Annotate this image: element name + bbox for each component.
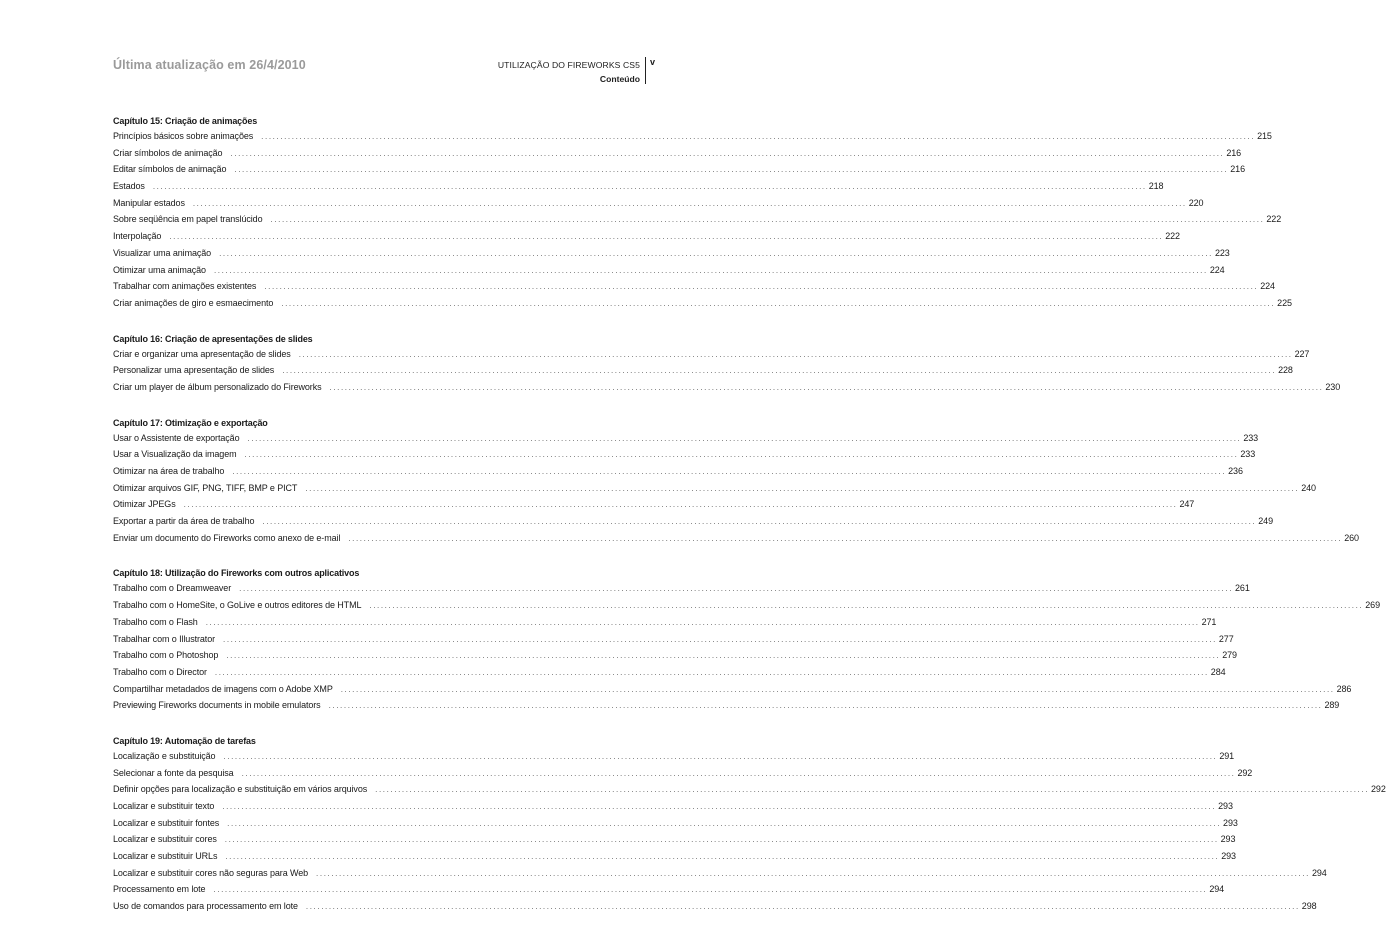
toc-entry-page[interactable]: 225: [1277, 297, 1292, 308]
toc-entry-page[interactable]: 284: [1210, 666, 1226, 677]
toc-entry[interactable]: [113, 178, 1164, 195]
chapter-title[interactable]: Capítulo 17: Otimização e exportação: [113, 417, 268, 428]
toc-entry-page[interactable]: 228: [1278, 365, 1293, 376]
toc-entry-title[interactable]: Trabalhar com animações existentes: [113, 281, 257, 292]
toc-entry[interactable]: [113, 881, 1225, 898]
toc-entry-title[interactable]: Previewing Fireworks documents in mobile emulators: [113, 700, 321, 711]
dot-leader: ....................................................................................................................................................................................................................................................................: [230, 148, 1225, 158]
toc-chapter: [113, 734, 1386, 915]
dot-leader: ....................................................................................................................................................................................................................................................................: [316, 868, 1310, 878]
dot-leader: ....................................................................................................................................................................................................................................................................: [222, 802, 1217, 811]
toc-entry-title[interactable]: Usar o Assistente de exportação: [113, 432, 240, 443]
toc-entry[interactable]: [113, 580, 1250, 597]
toc-entry[interactable]: [113, 664, 1226, 681]
chapter-title[interactable]: Capítulo 19: Automação de tarefas: [113, 735, 256, 746]
dot-leader: ....................................................................................................................................................................................................................................................................: [219, 248, 1213, 258]
toc-entry[interactable]: [113, 262, 1225, 279]
toc-entry-title[interactable]: Criar e organizar uma apresentação de slides: [113, 348, 291, 359]
toc-entry-page[interactable]: 293: [1221, 851, 1236, 862]
toc-entry-title[interactable]: Otimizar na área de trabalho: [113, 466, 225, 476]
toc-entry[interactable]: [113, 614, 1217, 631]
toc-entry-page[interactable]: 289: [1324, 700, 1340, 711]
toc-entry-page[interactable]: 224: [1260, 281, 1275, 292]
dot-leader: ....................................................................................................................................................................................................................................................................: [152, 182, 1147, 192]
toc-entry[interactable]: [113, 513, 1273, 530]
toc-entry-title[interactable]: Localizar e substituir fontes: [113, 817, 220, 828]
dot-leader: ....................................................................................................................................................................................................................................................................: [234, 165, 1229, 175]
dot-leader: ....................................................................................................................................................................................................................................................................: [214, 667, 1209, 677]
toc-entry-title[interactable]: Localizar e substituir URLs: [113, 851, 218, 862]
chapter-title[interactable]: Capítulo 15: Criação de animações: [113, 116, 258, 126]
toc-entry-page[interactable]: 279: [1222, 650, 1237, 661]
toc-entry-title[interactable]: Personalizar uma apresentação de slides: [113, 365, 275, 376]
dot-leader: ....................................................................................................................................................................................................................................................................: [281, 298, 1276, 308]
dot-leader: ....................................................................................................................................................................................................................................................................: [329, 382, 1324, 392]
toc-entry[interactable]: [113, 597, 1380, 614]
toc-entry-title[interactable]: Otimizar JPEGs: [113, 499, 176, 510]
toc-entry-title[interactable]: Definir opções para localização e substituição em vários arquivos: [113, 784, 368, 795]
dot-leader: ....................................................................................................................................................................................................................................................................: [270, 215, 1265, 225]
toc-entry-title[interactable]: Criar símbolos de animação: [113, 147, 223, 158]
dot-leader: ....................................................................................................................................................................................................................................................................: [232, 467, 1227, 476]
toc-entry-title[interactable]: Otimizar uma animação: [113, 264, 206, 275]
toc-entry[interactable]: [113, 848, 1236, 865]
toc-entry-page[interactable]: 233: [1240, 449, 1256, 460]
dot-leader: ....................................................................................................................................................................................................................................................................: [298, 349, 1293, 359]
toc-entry-title[interactable]: Interpolação: [113, 231, 162, 242]
toc-entry[interactable]: [113, 647, 1237, 664]
dot-leader: ....................................................................................................................................................................................................................................................................: [239, 584, 1234, 594]
dot-leader: ....................................................................................................................................................................................................................................................................: [213, 265, 1208, 275]
toc-entry-title[interactable]: Trabalho com o Dreamweaver: [113, 583, 232, 594]
toc-entry-page[interactable]: 260: [1344, 532, 1359, 543]
toc-entry-page[interactable]: 222: [1165, 231, 1180, 242]
toc-entry[interactable]: [113, 697, 1340, 714]
toc-entry-page[interactable]: 224: [1209, 264, 1225, 275]
toc-entry-title[interactable]: Localização e substituição: [113, 750, 216, 761]
toc-entry-title[interactable]: Trabalho com o Flash: [113, 616, 198, 627]
toc-entry[interactable]: [113, 195, 1204, 212]
toc-entry-page[interactable]: 298: [1301, 901, 1317, 912]
toc-entry[interactable]: [113, 748, 1235, 765]
last-updated-text: Última atualização em 26/4/2010: [113, 58, 306, 72]
dot-leader: ....................................................................................................................................................................................................................................................................: [225, 852, 1220, 862]
page-number: v: [650, 57, 656, 67]
toc-entry-page[interactable]: 269: [1365, 600, 1380, 611]
toc-entry-title[interactable]: Trabalhar com o Illustrator: [113, 633, 216, 644]
toc-entry-title[interactable]: Compartilhar metadados de imagens com o Adobe XMP: [113, 683, 333, 694]
toc-entry-page[interactable]: 292: [1371, 784, 1386, 795]
toc-entry-page[interactable]: 271: [1201, 616, 1217, 627]
toc-entry[interactable]: [113, 362, 1293, 379]
toc-entry[interactable]: [113, 446, 1256, 463]
table-of-contents: [113, 114, 1386, 935]
toc-entry-title[interactable]: Criar um player de álbum personalizado do Fireworks: [113, 381, 322, 392]
toc-entry[interactable]: [113, 278, 1275, 295]
dot-leader: ....................................................................................................................................................................................................................................................................: [262, 517, 1257, 527]
dot-leader: ....................................................................................................................................................................................................................................................................: [305, 902, 1300, 912]
toc-chapter: [113, 332, 1341, 396]
toc-entry[interactable]: [113, 128, 1272, 145]
toc-entry-title[interactable]: Processamento em lote: [113, 884, 206, 895]
toc-entry-page[interactable]: 291: [1219, 750, 1235, 761]
toc-entry-title[interactable]: Manipular estados: [113, 197, 185, 208]
dot-leader: ....................................................................................................................................................................................................................................................................: [169, 232, 1164, 242]
toc-entry[interactable]: [113, 161, 1245, 178]
toc-entry-page[interactable]: 277: [1218, 633, 1234, 644]
dot-leader: ....................................................................................................................................................................................................................................................................: [205, 617, 1200, 627]
toc-entry-page[interactable]: 261: [1235, 583, 1250, 594]
chapter-title[interactable]: Capítulo 16: Criação de apresentações de slides: [113, 333, 313, 344]
toc-entry-page[interactable]: 218: [1148, 181, 1164, 192]
toc-entry[interactable]: [113, 781, 1386, 798]
toc-entry[interactable]: [113, 211, 1282, 228]
toc-entry-page[interactable]: 215: [1257, 131, 1272, 141]
toc-entry-title[interactable]: Selecionar a fonte da pesquisa: [113, 767, 234, 778]
toc-entry[interactable]: [113, 898, 1317, 915]
toc-entry[interactable]: [113, 245, 1230, 262]
toc-entry-page[interactable]: 286: [1336, 683, 1352, 694]
toc-entry[interactable]: [113, 815, 1238, 832]
toc-entry[interactable]: [113, 379, 1341, 396]
toc-entry[interactable]: [113, 480, 1316, 497]
dot-leader: ....................................................................................................................................................................................................................................................................: [340, 684, 1335, 694]
toc-entry-page[interactable]: 293: [1218, 801, 1233, 811]
toc-entry[interactable]: [113, 831, 1236, 848]
section-title: Conteúdo: [599, 74, 640, 84]
toc-entry-title[interactable]: Trabalho com o Photoshop: [113, 650, 219, 661]
dot-leader: ....................................................................................................................................................................................................................................................................: [227, 818, 1222, 828]
toc-entry-title[interactable]: Editar símbolos de animação: [113, 164, 227, 175]
toc-entry-page[interactable]: 233: [1243, 432, 1259, 443]
toc-entry-page[interactable]: 294: [1311, 867, 1327, 878]
toc-entry[interactable]: [113, 765, 1253, 782]
toc-entry-title[interactable]: Uso de comandos para processamento em lote: [113, 901, 298, 912]
dot-leader: ....................................................................................................................................................................................................................................................................: [223, 751, 1218, 761]
toc-entry-page[interactable]: 293: [1223, 817, 1238, 828]
dot-leader: ....................................................................................................................................................................................................................................................................: [183, 500, 1178, 510]
toc-entry-page[interactable]: 230: [1325, 381, 1341, 392]
toc-entry-title[interactable]: Sobre seqüência em papel translúcido: [113, 214, 263, 225]
toc-entry-page[interactable]: 240: [1301, 482, 1316, 493]
running-header: [498, 58, 640, 86]
toc-chapter: [113, 416, 1359, 547]
toc-entry-title[interactable]: Localizar e substituir texto: [113, 801, 215, 811]
toc-entry-title[interactable]: Visualizar uma animação: [113, 247, 212, 258]
toc-entry-page[interactable]: 236: [1228, 466, 1243, 476]
toc-entry[interactable]: [113, 228, 1180, 245]
toc-entry-title[interactable]: Princípios básicos sobre animações: [113, 131, 254, 141]
dot-leader: ....................................................................................................................................................................................................................................................................: [241, 768, 1236, 778]
dot-leader: ....................................................................................................................................................................................................................................................................: [305, 483, 1300, 493]
toc-entry-page[interactable]: 227: [1294, 348, 1310, 359]
toc-entry-page[interactable]: 292: [1237, 767, 1253, 778]
toc-entry-page[interactable]: 222: [1266, 214, 1282, 225]
toc-entry-page[interactable]: 249: [1258, 516, 1273, 527]
toc-entry-title[interactable]: Localizar e substituir cores não seguras para Web: [113, 867, 309, 878]
toc-entry[interactable]: [113, 346, 1310, 363]
dot-leader: ....................................................................................................................................................................................................................................................................: [369, 601, 1364, 611]
toc-entry[interactable]: [113, 865, 1327, 882]
dot-leader: ....................................................................................................................................................................................................................................................................: [192, 198, 1187, 208]
toc-entry[interactable]: [113, 295, 1292, 312]
toc-chapter: [113, 114, 1292, 312]
toc-entry[interactable]: [113, 530, 1359, 547]
toc-entry[interactable]: [113, 145, 1242, 162]
toc-entry[interactable]: [113, 798, 1233, 815]
toc-entry[interactable]: [113, 631, 1234, 648]
toc-entry-title[interactable]: Estados: [113, 181, 145, 192]
toc-entry-page[interactable]: 216: [1230, 164, 1245, 175]
dot-leader: ....................................................................................................................................................................................................................................................................: [224, 835, 1219, 845]
dot-leader: ....................................................................................................................................................................................................................................................................: [244, 450, 1239, 460]
header-divider: [645, 57, 646, 84]
dot-leader: ....................................................................................................................................................................................................................................................................: [213, 885, 1208, 895]
toc-entry-title[interactable]: Trabalho com o HomeSite, o GoLive e outros editores de HTML: [113, 600, 362, 611]
toc-entry[interactable]: [113, 681, 1352, 698]
toc-entry-title[interactable]: Usar a Visualização da imagem: [113, 449, 237, 460]
toc-entry-title[interactable]: Otimizar arquivos GIF, PNG, TIFF, BMP e PICT: [113, 482, 298, 493]
toc-entry-title[interactable]: Exportar a partir da área de trabalho: [113, 516, 255, 527]
toc-entry-title[interactable]: Localizar e substituir cores: [113, 834, 217, 845]
product-title: UTILIZAÇÃO DO FIREWORKS CS5: [497, 60, 640, 70]
dot-leader: ....................................................................................................................................................................................................................................................................: [261, 132, 1256, 141]
toc-chapter: [113, 566, 1380, 714]
toc-entry-page[interactable]: 223: [1214, 247, 1230, 258]
toc-entry-page[interactable]: 216: [1226, 147, 1242, 158]
dot-leader: ....................................................................................................................................................................................................................................................................: [348, 533, 1343, 543]
toc-entry-title[interactable]: Enviar um documento do Fireworks como anexo de e-mail: [113, 532, 341, 543]
dot-leader: ....................................................................................................................................................................................................................................................................: [375, 785, 1370, 795]
dot-leader: ....................................................................................................................................................................................................................................................................: [247, 433, 1242, 443]
toc-entry-page[interactable]: 294: [1209, 884, 1225, 895]
dot-leader: ....................................................................................................................................................................................................................................................................: [282, 366, 1277, 376]
toc-entry[interactable]: [113, 430, 1259, 447]
toc-entry-page[interactable]: 293: [1220, 834, 1236, 845]
toc-entry[interactable]: [113, 496, 1195, 513]
dot-leader: ....................................................................................................................................................................................................................................................................: [223, 634, 1217, 644]
chapter-title[interactable]: Capítulo 18: Utilização do Fireworks com outros aplicativos: [113, 568, 360, 579]
toc-entry[interactable]: [113, 463, 1243, 480]
toc-entry-page[interactable]: 220: [1188, 197, 1204, 208]
toc-entry-page[interactable]: 247: [1179, 499, 1195, 510]
dot-leader: ....................................................................................................................................................................................................................................................................: [328, 701, 1323, 711]
toc-entry-title[interactable]: Trabalho com o Director: [113, 666, 207, 677]
toc-entry-title[interactable]: Criar animações de giro e esmaecimento: [113, 297, 274, 308]
dot-leader: ....................................................................................................................................................................................................................................................................: [264, 282, 1259, 292]
dot-leader: ....................................................................................................................................................................................................................................................................: [226, 651, 1221, 661]
